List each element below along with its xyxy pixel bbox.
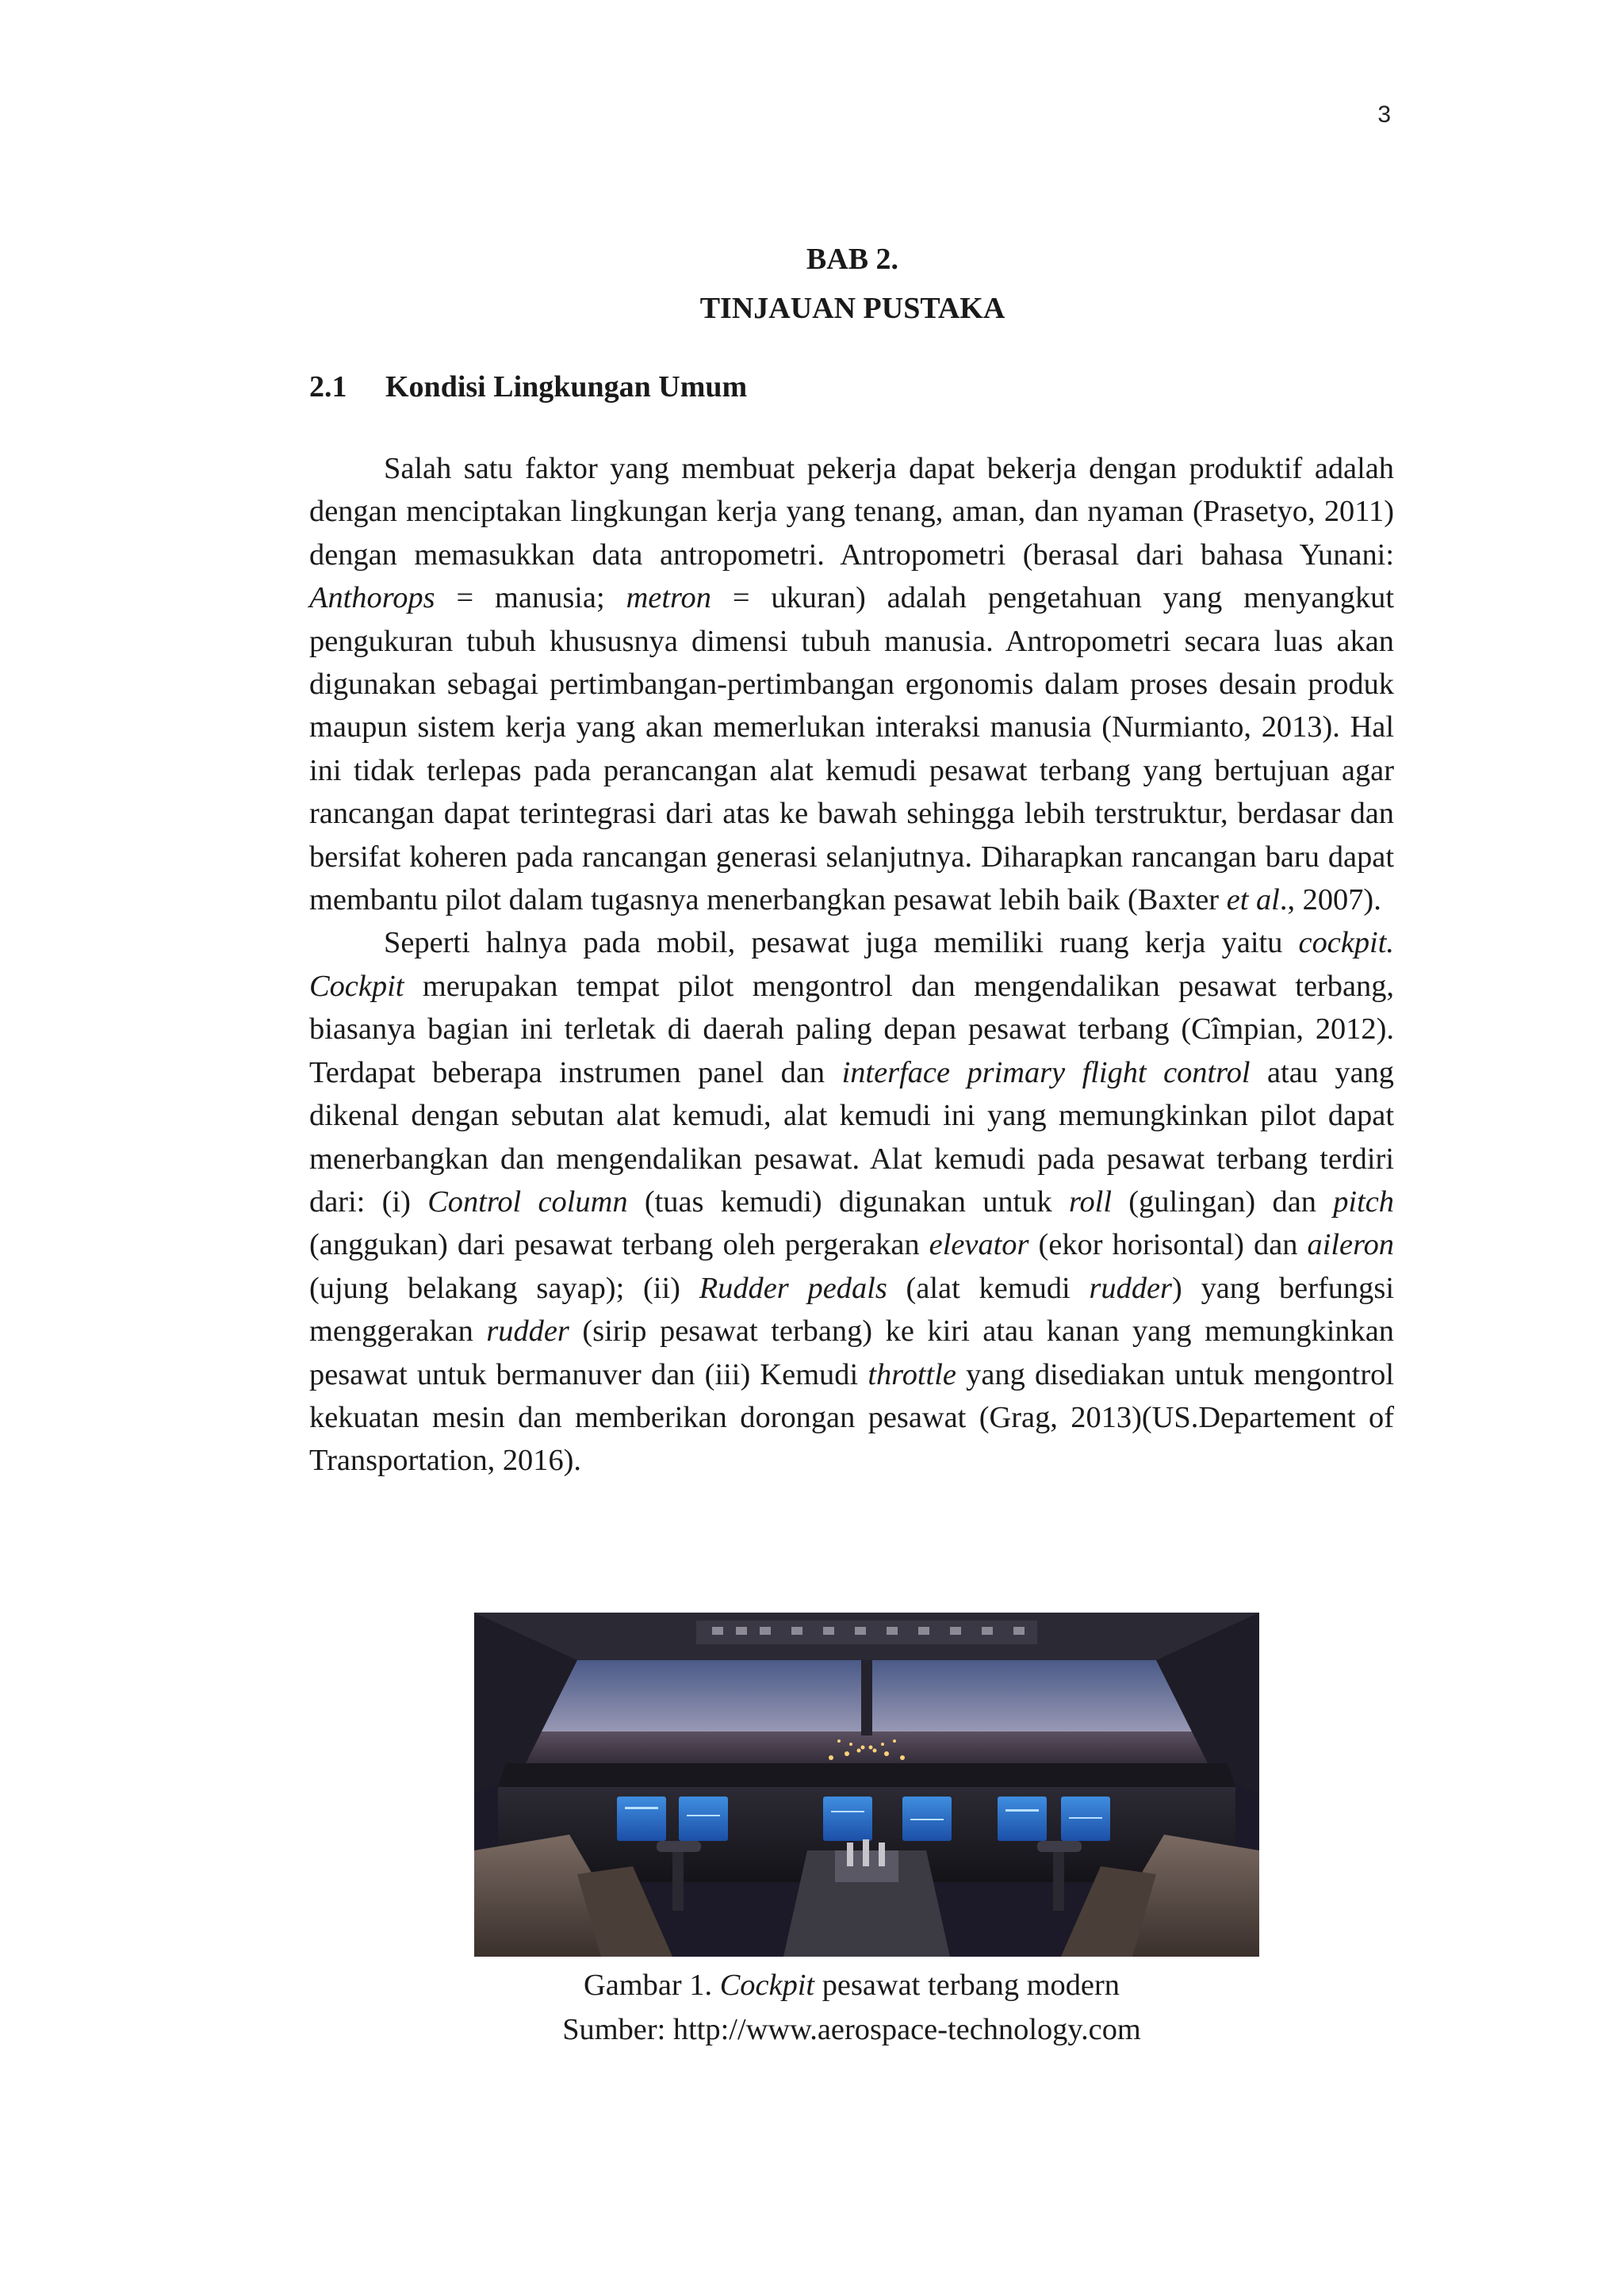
chapter-heading [311, 235, 1394, 333]
figure-caption [309, 1963, 1394, 2052]
paragraph-1: Salah satu faktor yang membuat pekerja dapat bekerja dengan produktif adalah dengan menciptakan lingkungan kerja yang tenang, aman, dan nyaman (Prasetyo, 2011) dengan memasukkan data antropometri. Antropometri (berasal dari bahasa Yunani: Anthorops = manusia; metron = ukuran) adalah pengetahuan yang menyangkut pengukuran tubuh khususnya dimensi tubuh manusia. Antropometri secara luas akan digunakan sebagai pertimbangan-pertimbangan ergonomis dalam proses desain produk maupun sistem kerja yang akan memerlukan interaksi manusia (Nurmianto, 2013). Hal ini tidak terlepas pada perancangan alat kemudi pesawat terbang yang bertujuan agar rancangan dapat terintegrasi dari atas ke bawah sehingga lebih terstruktur, berdasar dan bersifat koheren pada rancangan generasi selanjutnya. Diharapkan rancangan baru dapat membantu pilot dalam tugasnya menerbangkan pesawat lebih baik (Baxter et al., 2007). [309, 452, 1394, 917]
chapter-label: BAB 2. [806, 243, 899, 276]
section-title: Kondisi Lingkungan Umum [385, 370, 748, 404]
section-number: 2.1 [309, 370, 347, 404]
caption-source: Sumber: http://www.aerospace-technology.com [562, 2013, 1141, 2046]
paragraph-2: Seperti halnya pada mobil, pesawat juga memiliki ruang kerja yaitu cockpit. Cockpit merupakan tempat pilot mengontrol dan mengendalikan pesawat terbang, biasanya bagian ini terletak di daerah paling depan pesawat terbang (Cîmpian, 2012). Terdapat beberapa instrumen panel dan interface primary flight control atau yang dikenal dengan sebutan alat kemudi, alat kemudi ini yang memungkinkan pilot dapat menerbangkan dan mengendalikan pesawat. Alat kemudi pada pesawat terbang terdiri dari: (i) Control column (tuas kemudi) digunakan untuk roll (gulingan) dan pitch (anggukan) dari pesawat terbang oleh pergerakan elevator (ekor horisontal) dan aileron (ujung belakang sayap); (ii) Rudder pedals (alat kemudi rudder) yang berfungsi menggerakan rudder (sirip pesawat terbang) ke kiri atau kanan yang memungkinkan pesawat untuk bermanuver dan (iii) Kemudi throttle yang disediakan untuk mengontrol kekuatan mesin dan memberikan dorongan pesawat (Grag, 2013)(US.Departement of Transportation, 2016). [309, 926, 1395, 1478]
cockpit-photo [474, 1613, 1259, 1957]
chapter-title: TINJAUAN PUSTAKA [699, 292, 1005, 325]
page-number: 3 [1377, 101, 1391, 128]
caption-title: Gambar 1. Cockpit pesawat terbang modern [584, 1969, 1120, 2002]
section-heading [309, 369, 747, 404]
body-text [309, 447, 1394, 1483]
